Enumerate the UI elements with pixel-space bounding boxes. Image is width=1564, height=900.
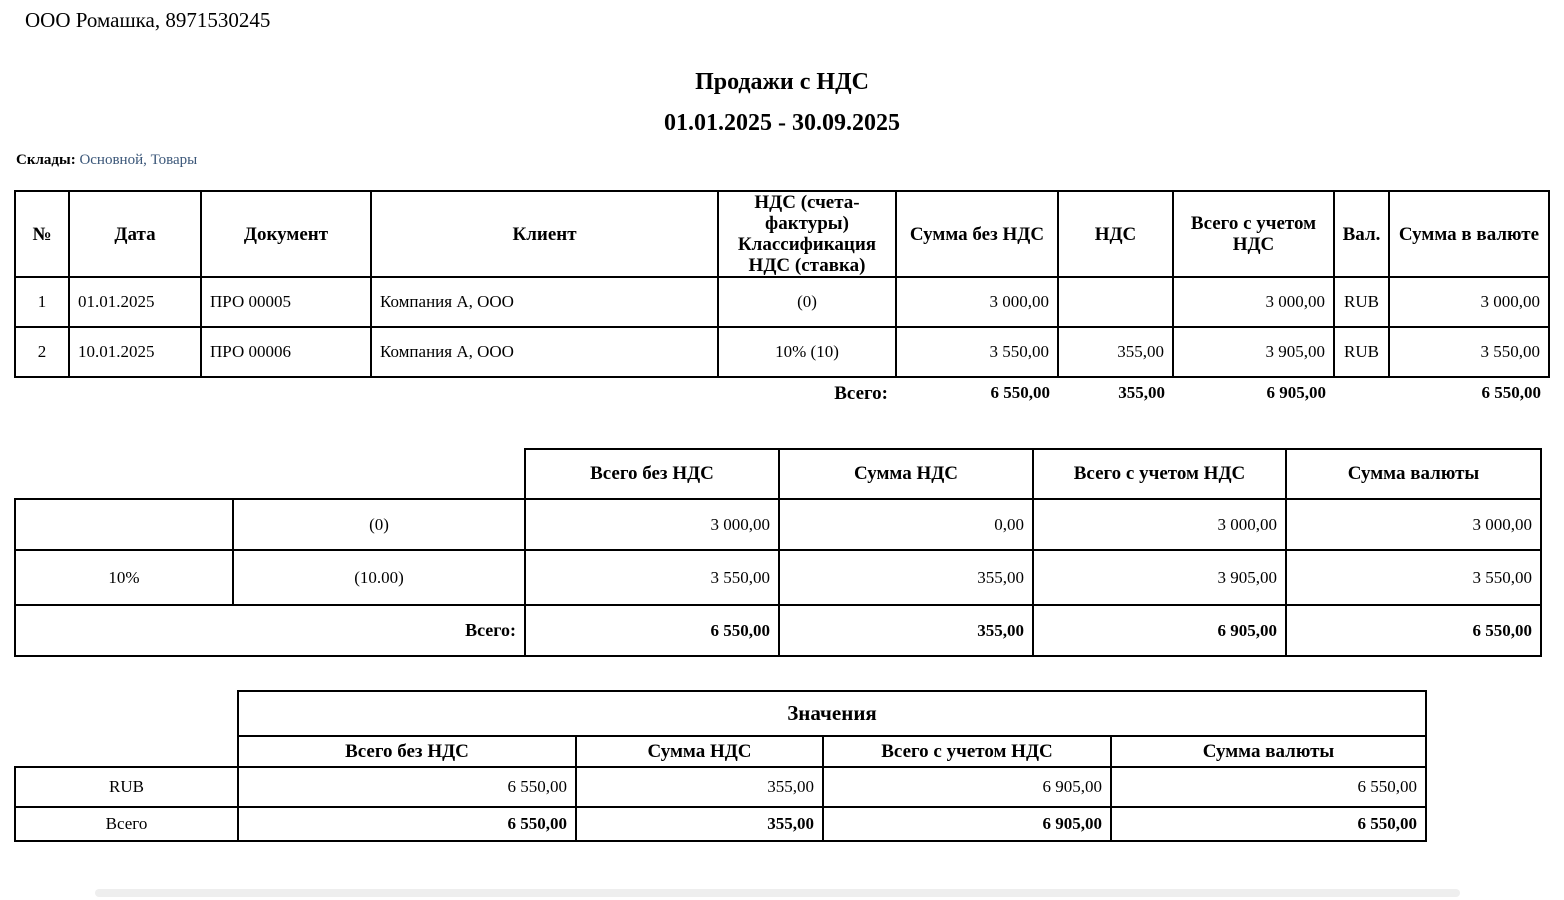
cell-vat: 355,00 [1058,327,1173,377]
currency-summary-title: Значения [238,691,1426,736]
warehouses-value: Основной, Товары [79,152,198,168]
col-currency-sum: Сумма валюты [1111,736,1426,767]
totals-sum-no-vat: 6 550,00 [990,383,1050,402]
totals-with-vat: 6 905,00 [823,807,1111,841]
currency-summary-title-row [15,691,1426,736]
cell-no-vat: 6 550,00 [238,767,576,807]
cell-rate: 10% [15,550,233,605]
warehouses-label: Склады: [16,152,76,168]
totals-currency-sum: 6 550,00 [1111,807,1426,841]
cell-vat-class: 10% (10) [718,327,896,377]
table-row [15,550,1541,605]
col-total-with-vat: Всего с учетом НДС [823,736,1111,767]
col-total-no-vat: Всего без НДС [238,736,576,767]
cell-date: 01.01.2025 [69,277,201,327]
vat-summary-table [14,448,1542,657]
vat-summary-totals [15,605,1541,656]
cell-sum-no-vat: 3 550,00 [896,327,1058,377]
cell-total-with-vat: 3 905,00 [1173,327,1334,377]
col-vat: НДС [1058,191,1173,277]
totals-no-vat: 6 550,00 [525,605,779,656]
vat-summary-header [15,449,1541,499]
totals-currency-sum: 6 550,00 [1286,605,1541,656]
currency-summary-header [15,736,1426,767]
col-vat-class: НДС (счета-фактуры) Классификация НДС (ставка) [718,191,896,277]
cell-sum-no-vat: 3 000,00 [896,277,1058,327]
sales-table-header [15,191,1549,277]
totals-vat: 355,00 [1118,383,1165,402]
cell-currency-code: RUB [15,767,238,807]
cell-vat: 0,00 [779,499,1033,550]
cell-with-vat: 6 905,00 [823,767,1111,807]
totals-vat: 355,00 [779,605,1033,656]
currency-summary-table [14,690,1427,842]
table-row [15,499,1541,550]
report-title: Продажи с НДС [695,69,869,95]
col-vat-sum: Сумма НДС [779,449,1033,499]
cell-currency-sum: 6 550,00 [1111,767,1426,807]
cell-client: Компания А, ООО [371,327,718,377]
cell-rate [15,499,233,550]
col-total-with-vat: Всего с учетом НДС [1033,449,1286,499]
sales-table-totals [15,377,1549,413]
totals-no-vat: 6 550,00 [238,807,576,841]
cell-currency: RUB [1334,277,1389,327]
totals-with-vat: 6 905,00 [1033,605,1286,656]
col-vat-sum: Сумма НДС [576,736,823,767]
col-client: Клиент [371,191,718,277]
totals-total-with-vat: 6 905,00 [1266,383,1326,402]
report-period: 01.01.2025 - 30.09.2025 [664,110,900,136]
cell-num: 1 [15,277,69,327]
currency-summary-totals [15,807,1426,841]
totals-label: Всего [15,807,238,841]
cell-doc: ПРО 00006 [201,327,371,377]
cell-with-vat: 3 000,00 [1033,499,1286,550]
col-currency: Вал. [1334,191,1389,277]
cell-num: 2 [15,327,69,377]
col-doc: Документ [201,191,371,277]
totals-vat: 355,00 [576,807,823,841]
cell-sum-in-currency: 3 000,00 [1389,277,1549,327]
sales-table [14,190,1550,413]
cell-vat-class: (0) [718,277,896,327]
cell-currency: RUB [1334,327,1389,377]
totals-label: Всего: [834,383,888,404]
cell-total-with-vat: 3 000,00 [1173,277,1334,327]
cell-classification: (0) [233,499,525,550]
totals-label: Всего: [15,605,525,656]
cell-vat [1058,277,1173,327]
cell-vat: 355,00 [576,767,823,807]
cell-currency-sum: 3 000,00 [1286,499,1541,550]
col-currency-sum: Сумма валюты [1286,449,1541,499]
warehouses-filter [16,152,197,169]
cell-doc: ПРО 00005 [201,277,371,327]
table-row [15,767,1426,807]
company-name: ООО Ромашка, 8971530245 [25,8,271,32]
col-sum-in-currency: Сумма в валюте [1389,191,1549,277]
col-total-with-vat: Всего с учетом НДС [1173,191,1334,277]
cell-date: 10.01.2025 [69,327,201,377]
cell-currency-sum: 3 550,00 [1286,550,1541,605]
horizontal-scrollbar[interactable] [95,889,1460,897]
col-num: № [15,191,69,277]
table-row [15,327,1549,377]
cell-sum-in-currency: 3 550,00 [1389,327,1549,377]
cell-classification: (10.00) [233,550,525,605]
report-title-block [0,62,1564,144]
totals-sum-in-currency: 6 550,00 [1481,383,1541,402]
cell-no-vat: 3 550,00 [525,550,779,605]
col-date: Дата [69,191,201,277]
cell-with-vat: 3 905,00 [1033,550,1286,605]
cell-vat: 355,00 [779,550,1033,605]
table-row [15,277,1549,327]
cell-client: Компания А, ООО [371,277,718,327]
col-sum-no-vat: Сумма без НДС [896,191,1058,277]
cell-no-vat: 3 000,00 [525,499,779,550]
col-total-no-vat: Всего без НДС [525,449,779,499]
